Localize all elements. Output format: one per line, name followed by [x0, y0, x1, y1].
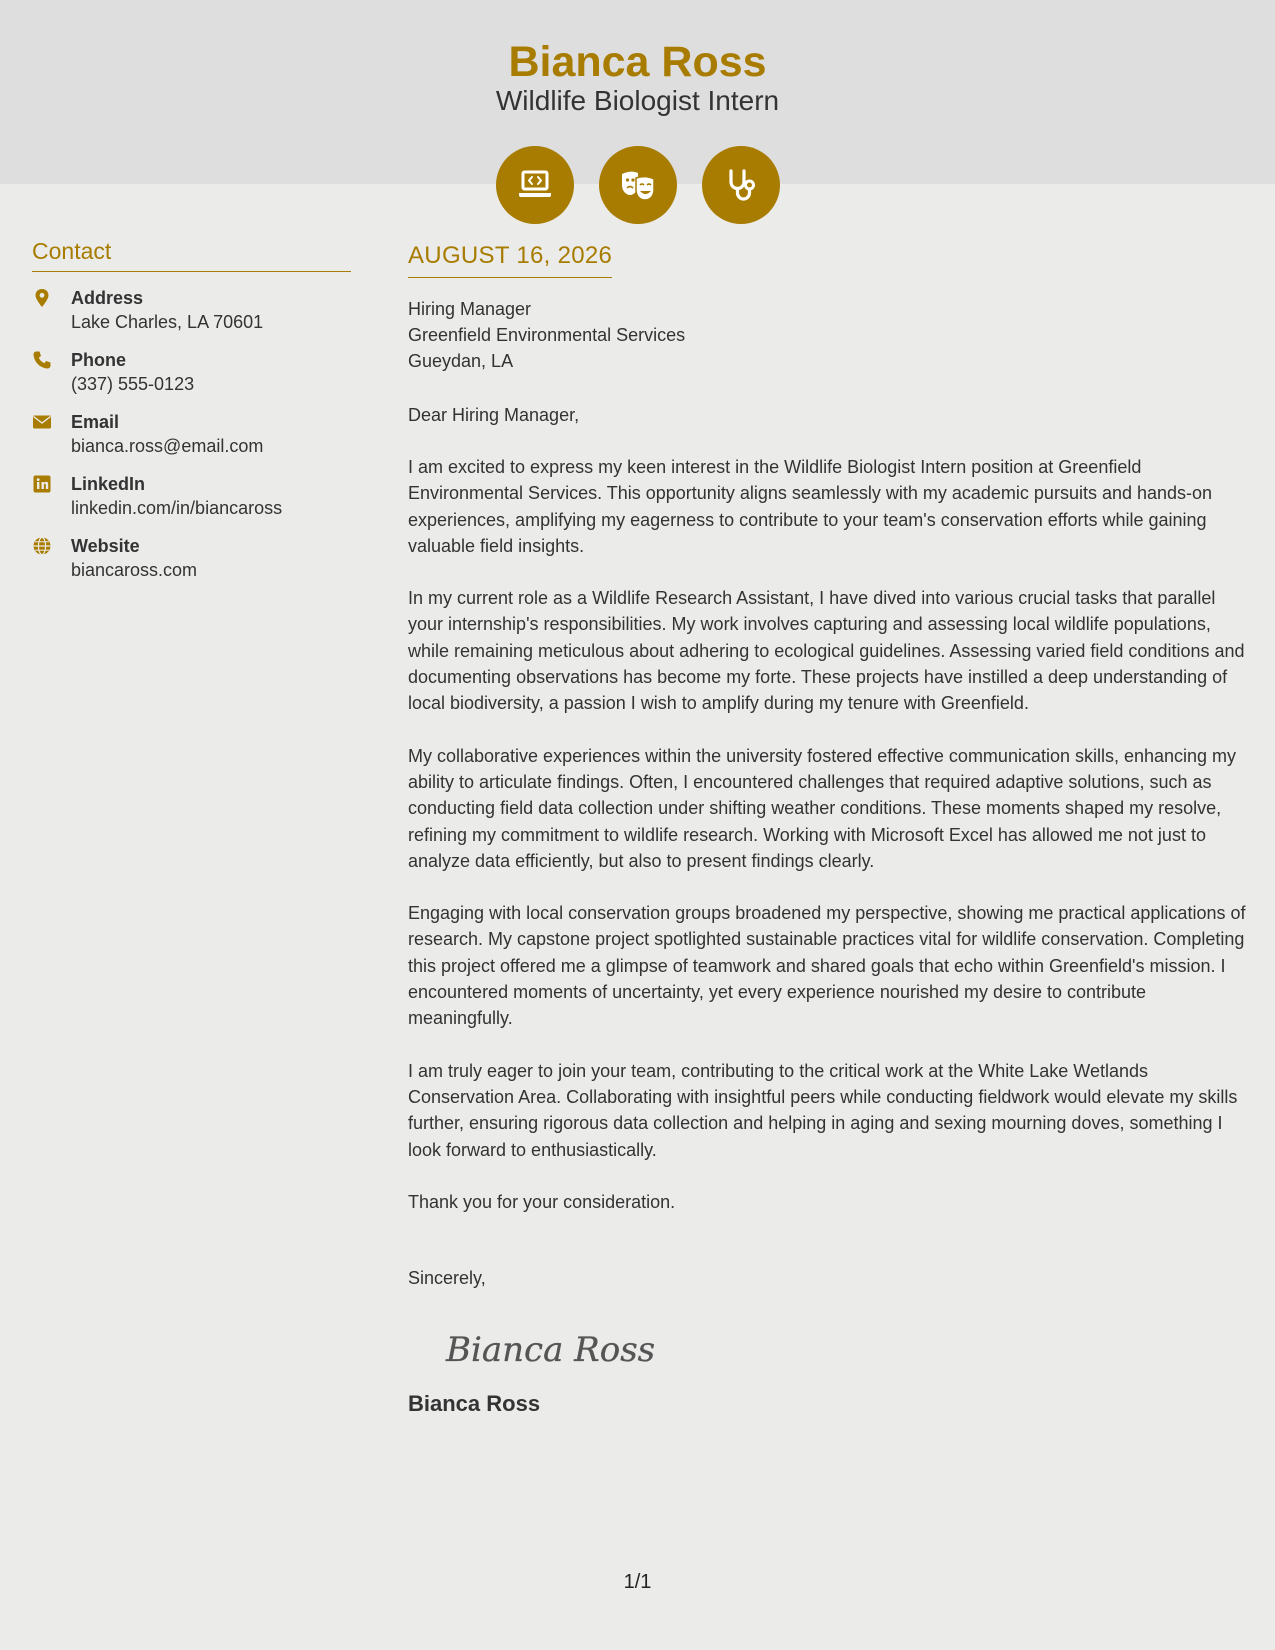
contact-sidebar: [32, 236, 351, 582]
signature-name: Bianca Ross: [408, 1391, 541, 1417]
recipient-location: Gueydan, LA: [408, 351, 514, 371]
phone-icon: [32, 350, 52, 370]
contact-title: Contact: [32, 236, 351, 272]
closing: Sincerely,: [408, 1268, 486, 1289]
phone-label: Phone: [71, 350, 127, 370]
thank-you-line: Thank you for your consideration.: [408, 1191, 676, 1212]
linkedin-icon: [32, 474, 52, 494]
header-icon-row: [0, 146, 1275, 224]
contact-linkedin: [32, 472, 351, 520]
page-number: 1/1: [623, 1571, 652, 1593]
address-value: Lake Charles, LA 70601: [71, 312, 264, 332]
recipient-company: Greenfield Environmental Services: [408, 325, 686, 345]
theater-masks-icon: [599, 146, 677, 224]
letter-body: [408, 240, 1253, 1419]
recipient-block: [408, 296, 1253, 374]
candidate-name: Bianca Ross: [508, 38, 767, 86]
contact-address: [32, 286, 351, 334]
paragraph-5: I am truly eager to join your team, contributing to the critical work at the White Lake Wetlands Conservation Area. Collaborating with insightful peers while conducting fieldwork would elevate my skills further, ensuring rigorous data collection and helping in aging and sexing mourning doves, something I look forward to enthusiastically.: [408, 1060, 1238, 1160]
contact-website: [32, 534, 351, 582]
email-value: bianca.ross@email.com: [71, 436, 264, 456]
stethoscope-icon: [702, 146, 780, 224]
paragraph-2: In my current role as a Wildlife Research Assistant, I have dived into various crucial tasks that parallel your internship's responsibilities. My work involves capturing and assessing local wildlife populations, while remaining meticulous about adhering to ecological guidelines. Assessing varied field conditions and documenting observations has become my forte. These projects have instilled a deep understanding of local biodiversity, a passion I wish to amplify during my tenure with Greenfield.: [408, 588, 1245, 714]
laptop-code-icon: [496, 146, 574, 224]
address-label: Address: [71, 288, 144, 308]
job-title: Wildlife Biologist Intern: [495, 85, 780, 116]
greeting: Dear Hiring Manager,: [408, 405, 580, 425]
website-value: biancaross.com: [71, 560, 198, 580]
globe-icon: [32, 536, 52, 556]
phone-value: (337) 555-0123: [71, 374, 195, 394]
envelope-icon: [32, 412, 52, 432]
contact-phone: [32, 348, 351, 396]
recipient-title: Hiring Manager: [408, 299, 532, 319]
paragraph-1: I am excited to express my keen interest in the Wildlife Biologist Intern position at Greenfield Environmental Services. This opportunity aligns seamlessly with my academic pursuits and hands-on experiences, amplifying my eagerness to contribute to your team's conservation efforts while gaining valuable field insights.: [408, 457, 1213, 556]
signature-script: Bianca Ross: [446, 1330, 656, 1371]
linkedin-value: linkedin.com/in/biancaross: [71, 498, 283, 518]
paragraph-4: Engaging with local conservation groups broadened my perspective, showing me practical applications of research. My capstone project spotlighted sustainable practices vital for wildlife conservation. Completing this project offered me a glimpse of teamwork and shared goals that echo within Greenfield's mission. I encountered moments of uncertainty, yet every experience nourished my desire to contribute meaningfully.: [408, 903, 1246, 1029]
letter-date: AUGUST 16, 2026: [408, 240, 612, 278]
map-pin-icon: [32, 288, 52, 308]
linkedin-label: LinkedIn: [71, 474, 146, 494]
paragraph-3: My collaborative experiences within the university fostered effective communication skills, enhancing my ability to articulate findings. Often, I encountered challenges that required adaptive solutions, such as conducting field data collection under shifting weather conditions. These moments shaped my resolve, refining my commitment to wildlife research. Working with Microsoft Excel has allowed me not just to analyze data efficiently, but also to present findings clearly.: [408, 745, 1237, 871]
signature-image: [442, 1317, 1253, 1377]
contact-email: [32, 410, 351, 458]
website-label: Website: [71, 536, 140, 556]
email-label: Email: [71, 412, 120, 432]
